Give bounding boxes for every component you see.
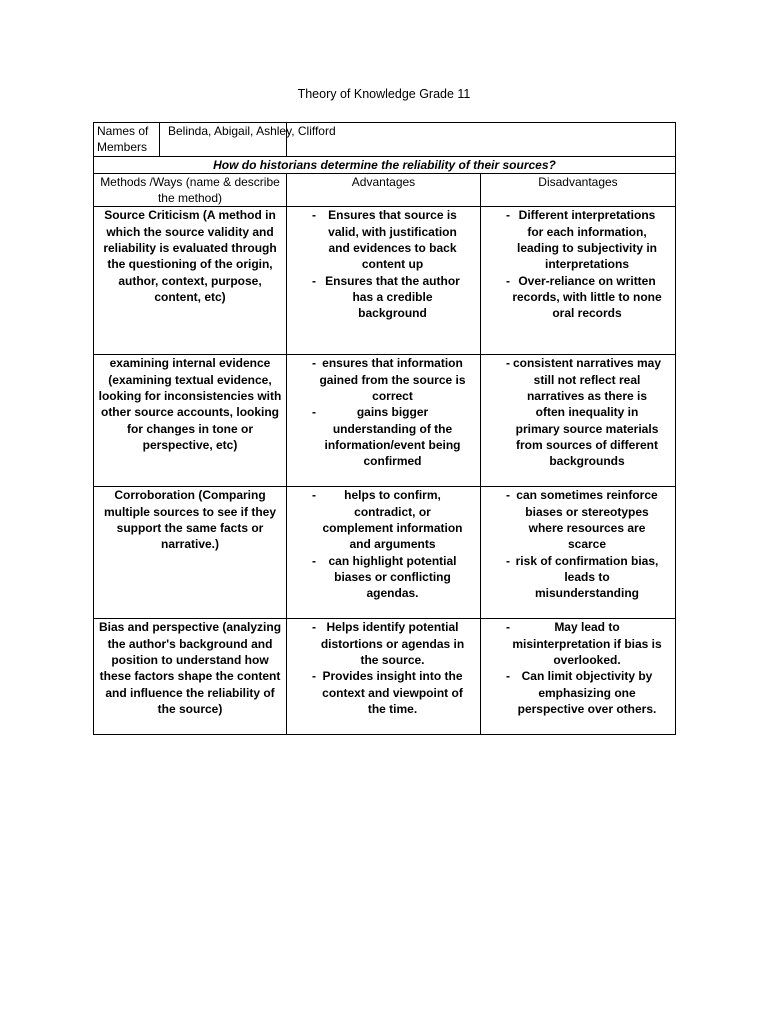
advantages-cell: [287, 619, 481, 735]
disadvantages-cell: [481, 619, 676, 735]
advantages-cell: [287, 355, 481, 487]
table-row-bias-perspective: [94, 619, 676, 735]
disadvantage-item: - consistent narratives may still not reflect real narratives as there is often inequality in primary source materials from sources of different backgrounds: [484, 355, 672, 469]
members-row: [94, 123, 676, 157]
advantage-item: - Helps identify potential distortions or agendas in the source.: [290, 619, 477, 668]
members-names-spacer: [287, 123, 676, 157]
header-methods: Methods /Ways (name & describe the method): [94, 173, 287, 207]
header-advantages: Advantages: [287, 173, 481, 207]
question-row: [94, 156, 676, 173]
disadvantage-item: - May lead to misinterpretation if bias is overlooked.: [484, 619, 672, 668]
disadvantage-item: - Over-reliance on written records, with little to none oral records: [484, 273, 672, 322]
advantage-item: - gains bigger understanding of the information/event being confirmed: [290, 404, 477, 469]
table-row-internal-evidence: [94, 355, 676, 487]
advantage-item: - helps to confirm, contradict, or complement information and arguments: [290, 487, 477, 552]
method-cell: Source Criticism (A method in which the source validity and reliability is evaluated through the questioning of the origin, author, context, purpose, content, etc): [94, 207, 287, 355]
disadvantages-cell: [481, 207, 676, 355]
members-label-cell: [94, 123, 336, 157]
advantage-item: - Ensures that the author has a credible background: [290, 273, 477, 322]
members-names: Belinda, Abigail, Ashley, Clifford: [168, 124, 336, 138]
header-row: [94, 173, 676, 207]
table-row-source-criticism: [94, 207, 676, 355]
advantage-item: - can highlight potential biases or conflicting agendas.: [290, 553, 477, 602]
members-label: Names of Members: [97, 123, 160, 156]
advantages-cell: [287, 207, 481, 355]
disadvantage-item: - Different interpretations for each information, leading to subjectivity in interpretations: [484, 207, 672, 272]
header-disadvantages: Disadvantages: [481, 173, 676, 207]
table-row-corroboration: [94, 487, 676, 619]
method-cell: Corroboration (Comparing multiple sources to see if they support the same facts or narrative.): [94, 487, 287, 619]
advantage-item: - Ensures that source is valid, with justification and evidences to back content up: [290, 207, 477, 272]
disadvantages-cell: [481, 355, 676, 487]
advantage-item: - Provides insight into the context and viewpoint of the time.: [290, 668, 477, 717]
advantage-item: - ensures that information gained from the source is correct: [290, 355, 477, 404]
reliability-table: [93, 122, 676, 735]
disadvantage-item: - Can limit objectivity by emphasizing one perspective over others.: [484, 668, 672, 717]
method-cell: Bias and perspective (analyzing the author's background and position to understand how these factors shape the content and influence the reliability of the source): [94, 619, 287, 735]
advantages-cell: [287, 487, 481, 619]
document-title: Theory of Knowledge Grade 11: [297, 87, 471, 101]
method-cell: examining internal evidence (examining textual evidence, looking for inconsistencies with other source accounts, looking for changes in tone or perspective, etc): [94, 355, 287, 487]
disadvantage-item: - risk of confirmation bias, leads to misunderstanding: [484, 553, 672, 602]
disadvantages-cell: [481, 487, 676, 619]
research-question: How do historians determine the reliability of their sources?: [94, 156, 676, 173]
disadvantage-item: - can sometimes reinforce biases or stereotypes where resources are scarce: [484, 487, 672, 552]
